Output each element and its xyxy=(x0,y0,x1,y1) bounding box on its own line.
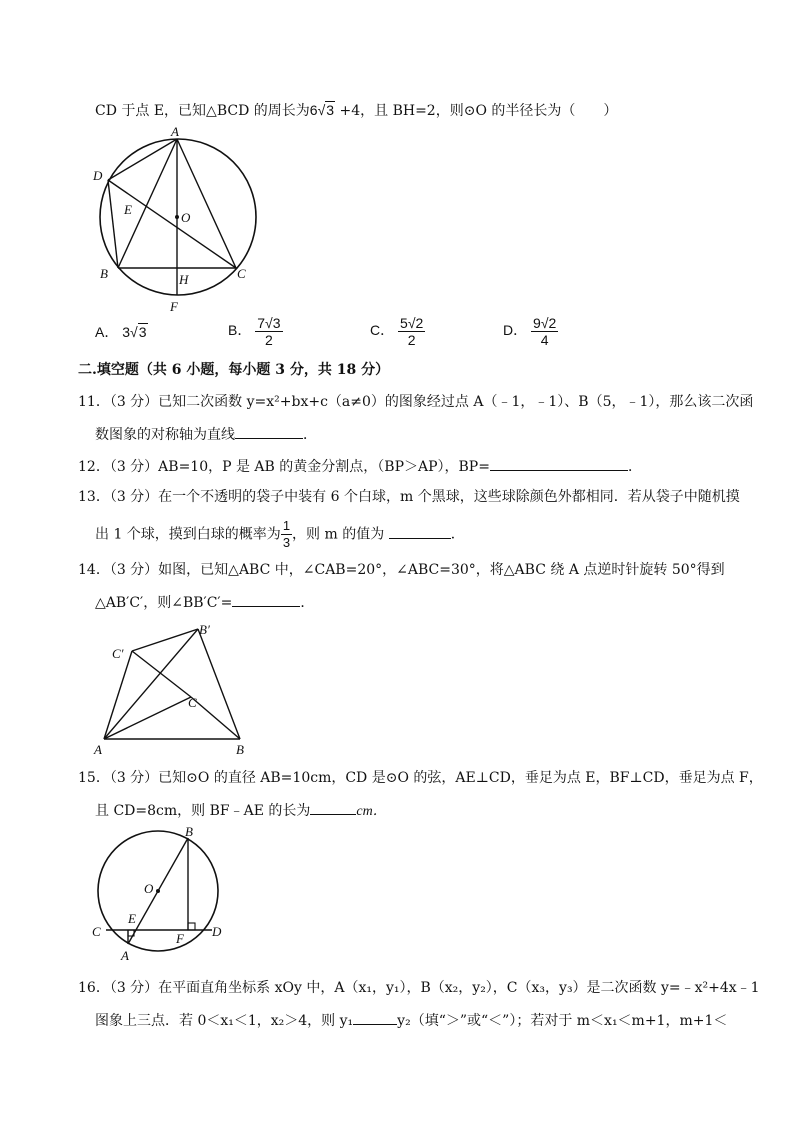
q10-label-B: B xyxy=(100,266,108,281)
q14-answer-blank[interactable] xyxy=(232,592,300,607)
q10-line-DC xyxy=(108,180,236,268)
q15-label-O: O xyxy=(144,881,154,896)
q14-label-A: A xyxy=(94,742,102,757)
q10-label-O: O xyxy=(181,210,191,225)
q14-figure xyxy=(90,618,265,760)
q10-option-d[interactable]: D． $\frac{9√2}{4}$ xyxy=(503,315,557,348)
q10-stem-line xyxy=(95,100,617,121)
q13-line1: 13．（3 分）在一个不透明的袋子中装有 6 个白球，m 个黑球，这些球除颜色外都相同．若从袋子中随机摸 xyxy=(78,489,740,505)
q14-label-C: C xyxy=(188,695,197,710)
q15-label-B: B xyxy=(185,826,193,839)
q16-line1: 16．（3 分）在平面直角坐标系 xOy 中，A（x₁，y₁），B（x₂，y₂），C（x₃，y₃）是二次函数 y=﹣x²+4x﹣1 xyxy=(78,980,760,996)
q10-label-E: E xyxy=(124,202,132,217)
q12-line1: 12．（3 分）AB=10，P 是 AB 的黄金分割点，（BP＞AP），BP= ． xyxy=(78,456,642,477)
q10-option-a[interactable]: A． 3√3 xyxy=(95,324,147,340)
q16-line2: 图象上三点．若 0＜x₁＜1，x₂＞4，则 y₁ y₂（填“＞”或“＜”）；若对于 m＜x₁＜m+1，m+1＜ xyxy=(95,1010,727,1031)
q11-line1: 11．（3 分）已知二次函数 y=x²+bx+c（a≠0）的图象经过点 A（﹣1，﹣1）、B（5，﹣1），那么该二次函 xyxy=(78,394,754,410)
q14-label-B: B xyxy=(236,742,244,757)
q10-label-D: D xyxy=(93,168,103,183)
q15-figure xyxy=(88,826,238,966)
q15-label-E: E xyxy=(128,911,136,926)
q14-line-B-prime-B xyxy=(198,629,240,739)
q10-option-b[interactable]: B． $\frac{7√3}{2}$ xyxy=(228,315,281,348)
q15-label-C: C xyxy=(92,924,101,939)
q10-line-DA xyxy=(108,139,177,180)
q10-label-A: A xyxy=(171,124,179,139)
q13-answer-blank[interactable] xyxy=(389,524,451,539)
q10-label-C: C xyxy=(237,266,246,281)
q10-option-c[interactable]: C． $\frac{5√2}{2}$ xyxy=(370,315,424,348)
q14-line1: 14．（3 分）如图，已知△ABC 中，∠CAB=20°，∠ABC=30°，将△ABC 绕 A 点逆时针旋转 50°得到 xyxy=(78,562,725,578)
q13-line2: 出 1 个球，摸到白球的概率为 $\frac{1}{3}$ ，则 m 的值为 ． xyxy=(95,518,465,550)
q14-label-C-prime: C′ xyxy=(112,646,124,661)
q14-line-AC-prime xyxy=(104,651,132,739)
q12-answer-blank[interactable] xyxy=(490,456,628,471)
q14-line-C-prime-C xyxy=(132,651,191,697)
q11-answer-blank[interactable] xyxy=(235,424,303,439)
q15-label-D: D xyxy=(212,924,222,939)
q15-label-F: F xyxy=(176,931,184,946)
q10-label-H: H xyxy=(179,272,189,287)
q15-center-dot xyxy=(156,889,160,893)
q10-stem-tail: +4，且 BH=2，则⊙O 的半径长为（ ） xyxy=(335,103,618,119)
q10-stem-a: CD 于点 E，已知△BCD 的周长为 xyxy=(95,103,310,119)
q10-line-AC xyxy=(177,139,236,268)
q10-center-dot xyxy=(175,215,179,219)
q14-label-B-prime: B′ xyxy=(199,622,210,637)
section-heading: 二.填空题（共 6 小题，每小题 3 分，共 18 分） xyxy=(78,362,390,378)
q13-fraction: $\frac{1}{3}$ xyxy=(282,518,291,550)
q10-label-F: F xyxy=(170,299,178,314)
q10-perimeter-radical: 6√3 xyxy=(309,102,335,118)
q10-figure xyxy=(90,122,270,317)
q14-line2: △AB′C′，则∠BB′C′= ． xyxy=(95,592,314,613)
q11-line2: 数图象的对称轴为直线 ． xyxy=(95,424,317,445)
q15-line2: 且 CD=8cm，则 BF﹣AE 的长为 cm． xyxy=(95,800,387,822)
q15-answer-blank[interactable] xyxy=(310,800,356,815)
q15-label-A: A xyxy=(121,948,129,963)
q16-answer-blank[interactable] xyxy=(353,1010,397,1025)
q15-line1: 15．（3 分）已知⊙O 的直径 AB=10cm，CD 是⊙O 的弦，AE⊥CD，垂足为点 E，BF⊥CD，垂足为点 F， xyxy=(78,770,763,786)
q15-right-angle-F xyxy=(188,923,195,930)
q14-line-AC xyxy=(104,697,191,739)
